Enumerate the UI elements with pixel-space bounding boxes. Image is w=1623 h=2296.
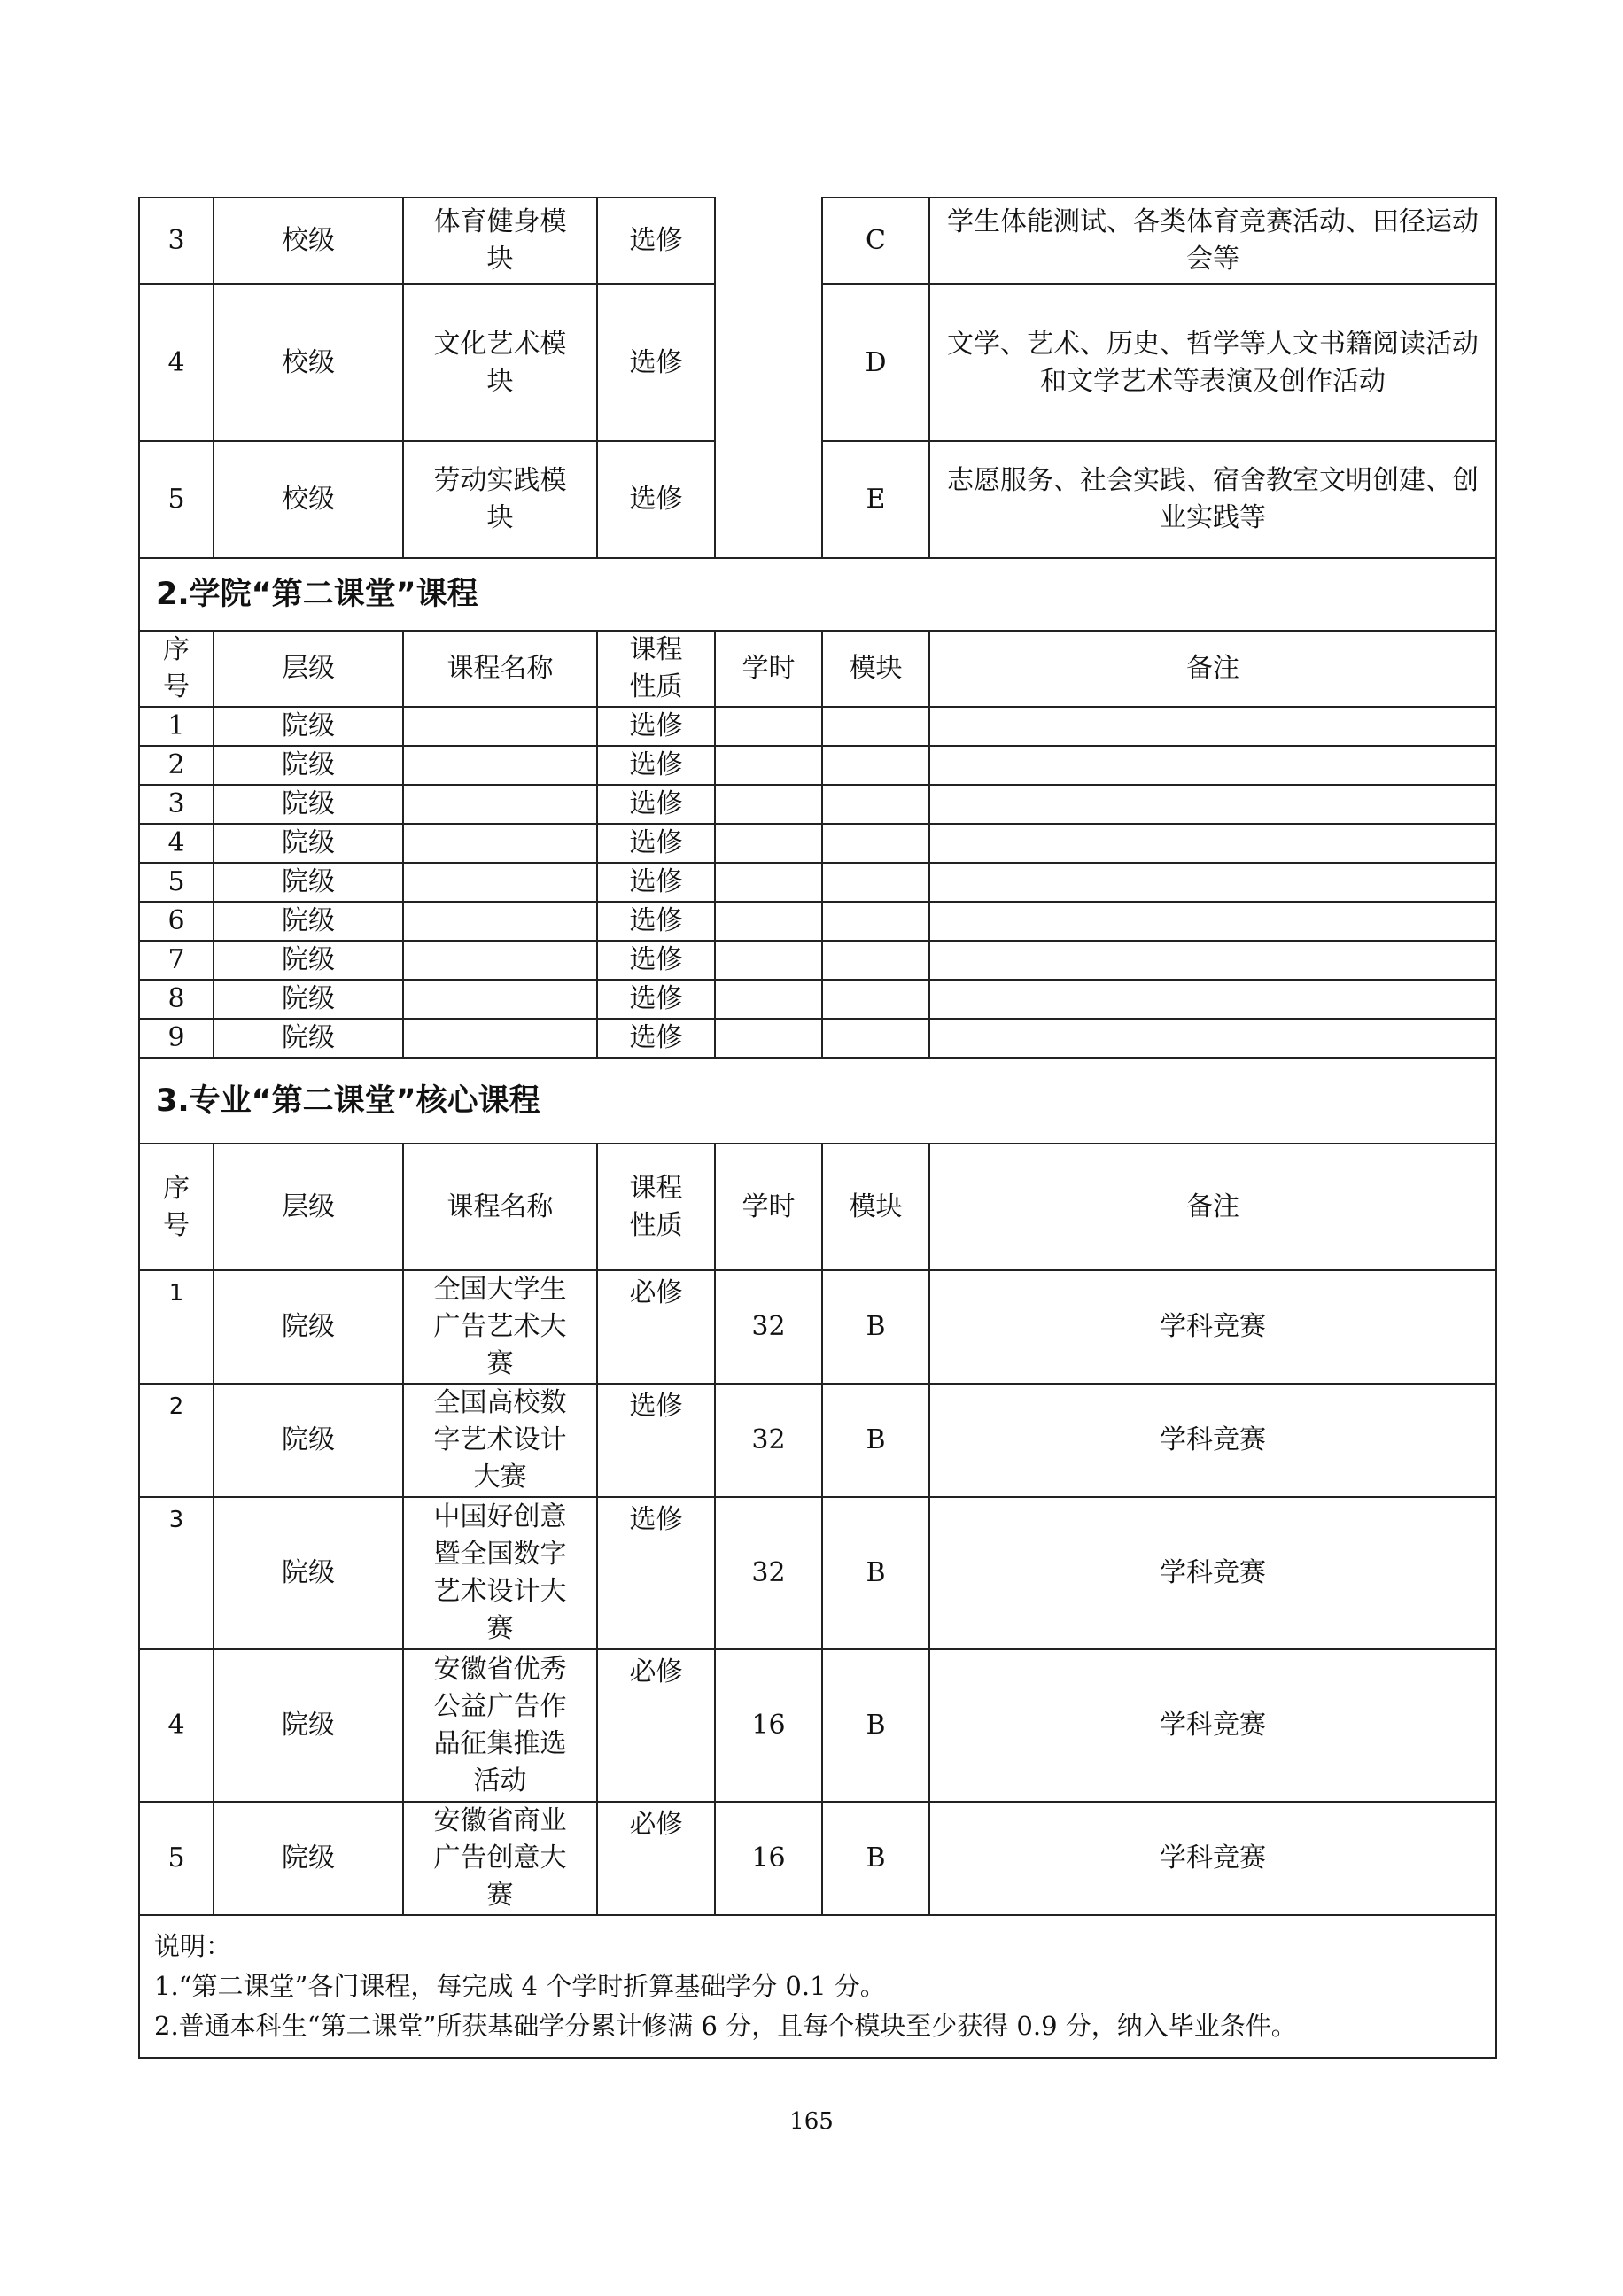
table-row [139,980,1496,1019]
row-name: 全国高校数字艺术设计大赛 [403,1384,597,1497]
row-hours [715,707,822,746]
row-note: 学科竞赛 [929,1649,1496,1802]
table-row [139,1270,1496,1384]
section-3-title: 3.专业“第二课堂”核心课程 [139,1058,1496,1144]
row-hours [715,1019,822,1058]
row-name [403,785,597,824]
section-3-title-row [139,1058,1496,1144]
row-number: 5 [139,1802,214,1915]
header-type: 课程性质 [597,1144,715,1270]
row-level: 院级 [214,1649,403,1802]
row-type: 选修 [597,1019,715,1058]
row-name [403,863,597,902]
row-level: 院级 [214,1802,403,1915]
row-note: 文学、艺术、历史、哲学等人文书籍阅读活动和文学艺术等表演及创作活动 [929,284,1496,441]
row-number: 3 [139,198,214,284]
row-level: 校级 [214,284,403,441]
row-name: 文化艺术模块 [403,284,597,441]
row-note [929,980,1496,1019]
row-level: 院级 [214,707,403,746]
row-name: 劳动实践模块 [403,441,597,558]
row-module: B [822,1497,929,1649]
row-name: 体育健身模块 [403,198,597,284]
table-row [139,1019,1496,1058]
row-name: 安徽省商业广告创意大赛 [403,1802,597,1915]
row-note [929,1019,1496,1058]
section-2-title-row [139,558,1496,631]
row-level: 院级 [214,1497,403,1649]
table-row [139,863,1496,902]
row-type: 选修 [597,441,715,558]
row-note: 学科竞赛 [929,1497,1496,1649]
row-level: 院级 [214,863,403,902]
row-number: 1 [139,1270,214,1384]
row-hours [715,441,822,558]
row-module: B [822,1802,929,1915]
row-type: 选修 [597,198,715,284]
row-module: B [822,1649,929,1802]
row-level: 院级 [214,746,403,785]
row-name: 全国大学生广告艺术大赛 [403,1270,597,1384]
row-module [822,863,929,902]
header-level: 层级 [214,631,403,707]
table-row [139,198,1496,284]
row-module [822,824,929,863]
table-row [139,1649,1496,1802]
row-hours: 32 [715,1384,822,1497]
row-type: 必修 [597,1802,715,1915]
row-hours [715,941,822,980]
row-note: 学科竞赛 [929,1270,1496,1384]
row-number: 4 [139,1649,214,1802]
row-type: 选修 [597,980,715,1019]
header-name: 课程名称 [403,1144,597,1270]
row-number: 3 [139,785,214,824]
table-row [139,902,1496,941]
row-level: 院级 [214,902,403,941]
row-note [929,785,1496,824]
header-note: 备注 [929,631,1496,707]
row-hours [715,980,822,1019]
row-name [403,1019,597,1058]
row-level: 校级 [214,198,403,284]
row-type: 选修 [597,902,715,941]
header-module: 模块 [822,1144,929,1270]
row-level: 院级 [214,980,403,1019]
notes-cell [139,1915,1496,2058]
header-level: 层级 [214,1144,403,1270]
row-module [822,785,929,824]
section-3-header-row [139,1144,1496,1270]
row-level: 院级 [214,1270,403,1384]
table-row [139,707,1496,746]
row-hours [715,863,822,902]
row-type: 选修 [597,746,715,785]
row-note [929,941,1496,980]
row-module [822,746,929,785]
row-number: 6 [139,902,214,941]
row-number: 4 [139,824,214,863]
row-hours [715,284,822,441]
row-hours [715,785,822,824]
row-note: 志愿服务、社会实践、宿舍教室文明创建、创业实践等 [929,441,1496,558]
row-type: 选修 [597,785,715,824]
row-note: 学生体能测试、各类体育竞赛活动、田径运动会等 [929,198,1496,284]
row-module [822,902,929,941]
row-hours: 16 [715,1802,822,1915]
row-type: 选修 [597,284,715,441]
table-row [139,1384,1496,1497]
row-name [403,980,597,1019]
row-number: 2 [139,746,214,785]
row-type: 选修 [597,1497,715,1649]
row-type: 必修 [597,1270,715,1384]
row-number: 5 [139,863,214,902]
row-module [822,980,929,1019]
row-number: 4 [139,284,214,441]
row-type: 选修 [597,707,715,746]
row-code: D [822,284,929,441]
row-hours [715,746,822,785]
row-name [403,707,597,746]
row-name [403,746,597,785]
header-number: 序号 [139,631,214,707]
row-type: 选修 [597,863,715,902]
table-row [139,441,1496,558]
row-hours [715,824,822,863]
row-name [403,941,597,980]
row-number: 1 [139,707,214,746]
header-name: 课程名称 [403,631,597,707]
table-row [139,785,1496,824]
row-hours: 32 [715,1270,822,1384]
row-note [929,746,1496,785]
row-note [929,707,1496,746]
header-module: 模块 [822,631,929,707]
row-note [929,863,1496,902]
section-2-header-row [139,631,1496,707]
row-note [929,902,1496,941]
row-number: 5 [139,441,214,558]
row-name: 中国好创意暨全国数字艺术设计大赛 [403,1497,597,1649]
course-table [138,197,1497,2059]
table-row [139,284,1496,441]
row-type: 选修 [597,824,715,863]
row-module: B [822,1384,929,1497]
row-level: 院级 [214,1384,403,1497]
row-level: 院级 [214,785,403,824]
row-note [929,824,1496,863]
table-row [139,1802,1496,1915]
row-note: 学科竞赛 [929,1802,1496,1915]
row-type: 选修 [597,1384,715,1497]
table-row [139,824,1496,863]
notes-line-1: 1.“第二课堂”各门课程，每完成 4 个学时折算基础学分 0.1 分。 [154,1971,886,2001]
row-name: 安徽省优秀公益广告作品征集推选活动 [403,1649,597,1802]
header-hours: 学时 [715,631,822,707]
row-hours: 16 [715,1649,822,1802]
page-number: 165 [789,2108,834,2135]
row-module [822,941,929,980]
row-hours [715,902,822,941]
row-type: 必修 [597,1649,715,1802]
row-code: E [822,441,929,558]
table-row [139,1497,1496,1649]
row-code: C [822,198,929,284]
row-number: 9 [139,1019,214,1058]
header-type: 课程性质 [597,631,715,707]
row-level: 校级 [214,441,403,558]
row-note: 学科竞赛 [929,1384,1496,1497]
notes-row [139,1915,1496,2058]
row-module [822,707,929,746]
row-name [403,824,597,863]
row-number: 8 [139,980,214,1019]
row-level: 院级 [214,1019,403,1058]
row-name [403,902,597,941]
row-number: 7 [139,941,214,980]
header-hours: 学时 [715,1144,822,1270]
table-row [139,746,1496,785]
notes-line-2: 2.普通本科生“第二课堂”所获基础学分累计修满 6 分，且每个模块至少获得 0.9 分，纳入毕业条件。 [154,2011,1297,2041]
notes-title: 说明： [154,1931,232,1961]
row-number: 2 [139,1384,214,1497]
row-module: B [822,1270,929,1384]
row-type: 选修 [597,941,715,980]
row-level: 院级 [214,824,403,863]
header-note: 备注 [929,1144,1496,1270]
row-number: 3 [139,1497,214,1649]
row-hours: 32 [715,1497,822,1649]
table-row [139,941,1496,980]
row-hours [715,198,822,284]
row-level: 院级 [214,941,403,980]
section-2-title: 2.学院“第二课堂”课程 [139,558,1496,631]
header-number: 序号 [139,1144,214,1270]
row-module [822,1019,929,1058]
